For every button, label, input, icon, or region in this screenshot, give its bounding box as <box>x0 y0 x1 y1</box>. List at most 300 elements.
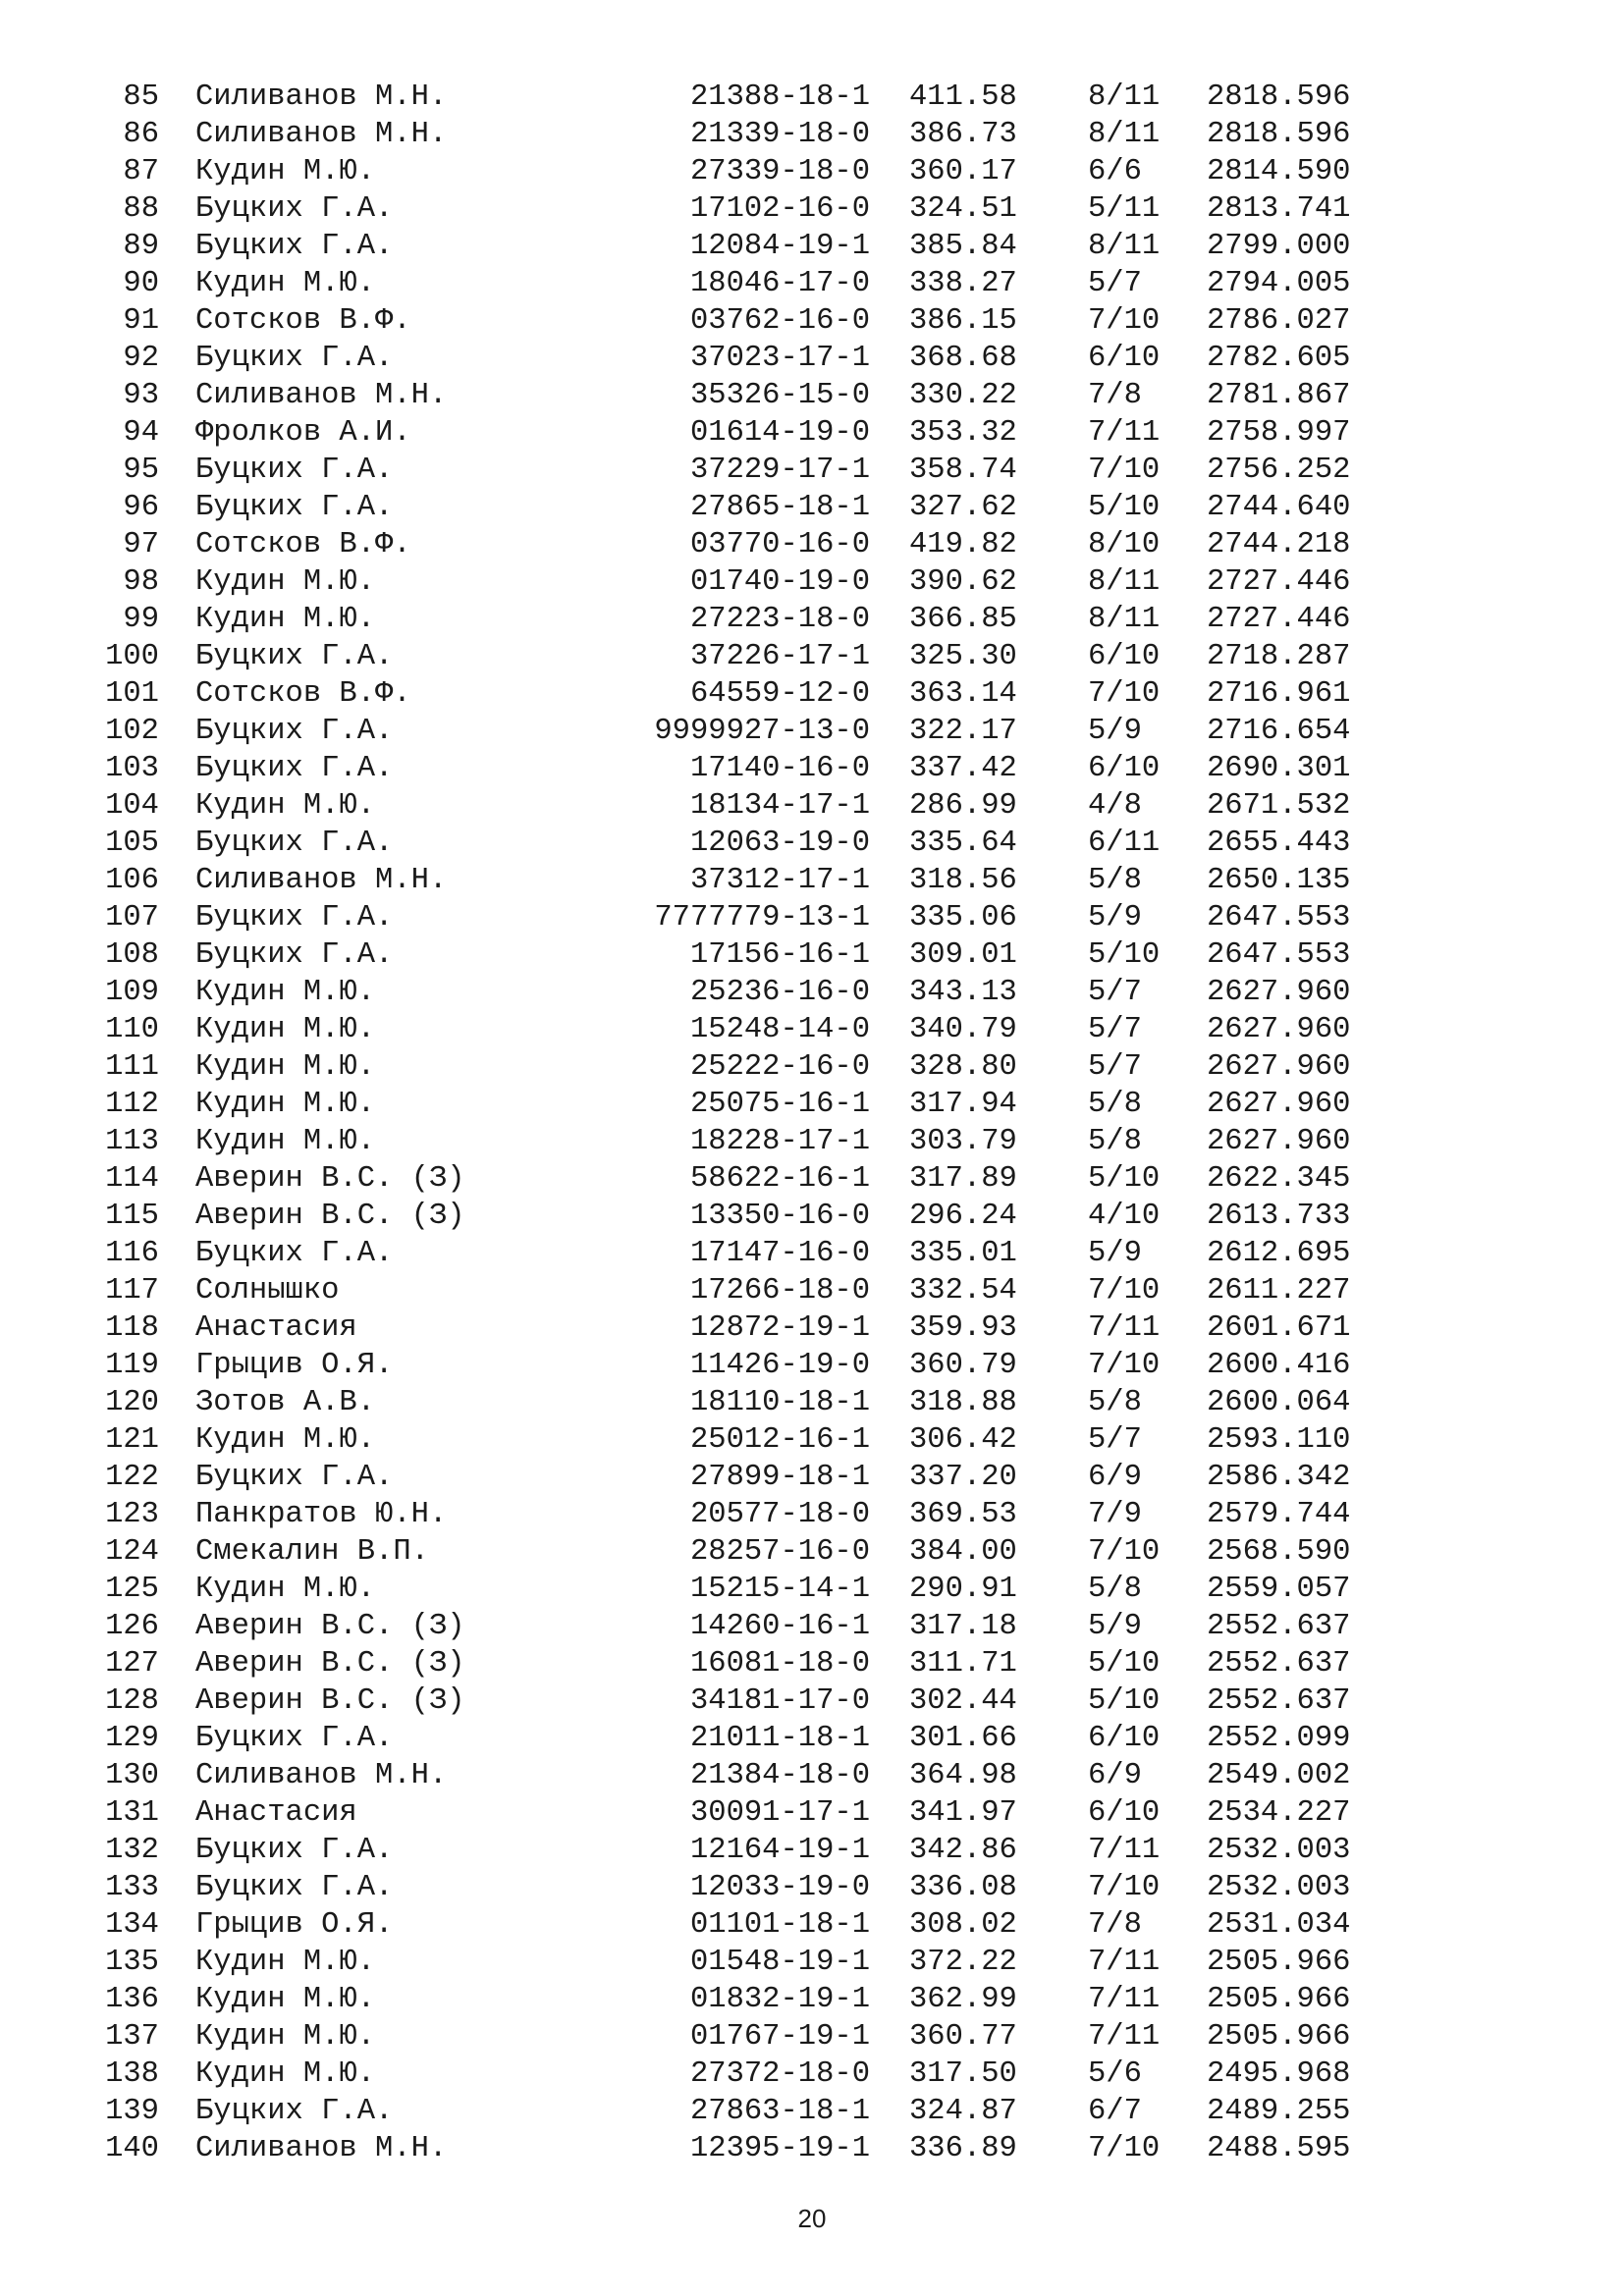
player-name: Грыцив О.Я. <box>195 1349 394 1382</box>
record-fraction: 5/8 <box>1088 1386 1142 1419</box>
record-code: 37312-17-1 <box>689 864 870 897</box>
record-fraction: 8/11 <box>1088 230 1161 263</box>
row-number: 108 <box>105 938 159 972</box>
record-code: 03770-16-0 <box>689 528 870 561</box>
row-number: 123 <box>105 1498 159 1531</box>
row-number: 103 <box>105 752 159 785</box>
record-score: 2611.227 <box>1207 1274 1351 1308</box>
record-code: 37226-17-1 <box>689 640 870 673</box>
record-code: 15215-14-1 <box>689 1573 870 1606</box>
record-value: 363.14 <box>909 677 1017 711</box>
record-value: 384.00 <box>909 1535 1017 1569</box>
record-score: 2716.961 <box>1207 677 1351 711</box>
table-row <box>94 2056 1390 2093</box>
table-row <box>94 1048 1390 1086</box>
player-name: Силиванов М.Н. <box>195 1759 448 1792</box>
record-value: 335.01 <box>909 1237 1017 1270</box>
record-fraction: 6/10 <box>1088 640 1161 673</box>
record-score: 2627.960 <box>1207 1088 1351 1121</box>
table-row <box>94 1123 1390 1160</box>
player-name: Буцких Г.А. <box>195 342 394 375</box>
record-code: 27863-18-1 <box>689 2095 870 2128</box>
player-name: Кудин М.Ю. <box>195 1983 376 2016</box>
record-score: 2814.590 <box>1207 155 1351 188</box>
table-row <box>94 563 1390 601</box>
record-value: 332.54 <box>909 1274 1017 1308</box>
player-name: Кудин М.Ю. <box>195 1050 376 1084</box>
record-value: 368.68 <box>909 342 1017 375</box>
record-score: 2568.590 <box>1207 1535 1351 1569</box>
record-value: 335.06 <box>909 901 1017 934</box>
record-score: 2612.695 <box>1207 1237 1351 1270</box>
record-code: 12164-19-1 <box>689 1834 870 1867</box>
player-name: Сотсков В.Ф. <box>195 528 411 561</box>
player-name: Силиванов М.Н. <box>195 118 448 151</box>
record-fraction: 6/7 <box>1088 2095 1142 2128</box>
record-value: 311.71 <box>909 1647 1017 1681</box>
record-score: 2559.057 <box>1207 1573 1351 1606</box>
record-score: 2786.027 <box>1207 304 1351 338</box>
player-name: Грыцив О.Я. <box>195 1908 394 1942</box>
record-code: 9999927-13-0 <box>654 715 870 748</box>
record-value: 335.64 <box>909 827 1017 860</box>
record-code: 28257-16-0 <box>689 1535 870 1569</box>
table-row <box>94 1571 1390 1608</box>
record-code: 03762-16-0 <box>689 304 870 338</box>
row-number: 129 <box>105 1722 159 1755</box>
record-code: 27899-18-1 <box>689 1461 870 1494</box>
table-row <box>94 1682 1390 1720</box>
record-value: 358.74 <box>909 454 1017 487</box>
record-code: 37229-17-1 <box>689 454 870 487</box>
record-value: 343.13 <box>909 976 1017 1009</box>
record-code: 37023-17-1 <box>689 342 870 375</box>
record-fraction: 6/10 <box>1088 1722 1161 1755</box>
record-fraction: 7/10 <box>1088 677 1161 711</box>
player-name: Буцких Г.А. <box>195 938 394 972</box>
record-score: 2488.595 <box>1207 2132 1351 2165</box>
player-name: Аверин В.С. (З) <box>195 1610 465 1643</box>
record-value: 390.62 <box>909 565 1017 599</box>
record-score: 2600.416 <box>1207 1349 1351 1382</box>
row-number: 92 <box>123 342 159 375</box>
record-fraction: 6/6 <box>1088 155 1142 188</box>
record-value: 336.89 <box>909 2132 1017 2165</box>
record-code: 27865-18-1 <box>689 491 870 524</box>
record-fraction: 5/8 <box>1088 1125 1142 1158</box>
record-value: 322.17 <box>909 715 1017 748</box>
table-row <box>94 1011 1390 1048</box>
record-value: 318.88 <box>909 1386 1017 1419</box>
row-number: 115 <box>105 1200 159 1233</box>
record-fraction: 7/10 <box>1088 1349 1161 1382</box>
table-row <box>94 601 1390 638</box>
table-row <box>94 2093 1390 2130</box>
record-code: 21384-18-0 <box>689 1759 870 1792</box>
row-number: 106 <box>105 864 159 897</box>
player-name: Буцких Г.А. <box>195 491 394 524</box>
record-fraction: 8/11 <box>1088 118 1161 151</box>
row-number: 104 <box>105 789 159 823</box>
player-name: Зотов А.В. <box>195 1386 376 1419</box>
record-code: 25012-16-1 <box>689 1423 870 1457</box>
record-score: 2600.064 <box>1207 1386 1351 1419</box>
record-value: 325.30 <box>909 640 1017 673</box>
row-number: 98 <box>123 565 159 599</box>
record-fraction: 7/10 <box>1088 1871 1161 1904</box>
player-name: Буцких Г.А. <box>195 1871 394 1904</box>
record-score: 2552.637 <box>1207 1610 1351 1643</box>
record-fraction: 8/11 <box>1088 603 1161 636</box>
record-fraction: 4/8 <box>1088 789 1142 823</box>
player-name: Смекалин В.П. <box>195 1535 429 1569</box>
record-code: 18046-17-0 <box>689 267 870 300</box>
record-value: 360.77 <box>909 2020 1017 2054</box>
record-fraction: 5/9 <box>1088 1610 1142 1643</box>
record-score: 2549.002 <box>1207 1759 1351 1792</box>
row-number: 85 <box>123 80 159 114</box>
table-row <box>94 2130 1390 2167</box>
record-value: 359.93 <box>909 1311 1017 1345</box>
table-row <box>94 1421 1390 1459</box>
record-fraction: 5/7 <box>1088 1013 1142 1046</box>
player-name: Кудин М.Ю. <box>195 1946 376 1979</box>
record-code: 30091-17-1 <box>689 1796 870 1830</box>
player-name: Анастасия <box>195 1311 357 1345</box>
player-name: Кудин М.Ю. <box>195 1423 376 1457</box>
player-name: Анастасия <box>195 1796 357 1830</box>
table-row <box>94 1309 1390 1347</box>
record-score: 2593.110 <box>1207 1423 1351 1457</box>
record-value: 342.86 <box>909 1834 1017 1867</box>
record-code: 21011-18-1 <box>689 1722 870 1755</box>
player-name: Силиванов М.Н. <box>195 379 448 412</box>
record-value: 340.79 <box>909 1013 1017 1046</box>
record-fraction: 7/11 <box>1088 1983 1161 2016</box>
player-name: Кудин М.Ю. <box>195 565 376 599</box>
row-number: 128 <box>105 1684 159 1718</box>
table-row <box>94 1832 1390 1869</box>
player-name: Кудин М.Ю. <box>195 2020 376 2054</box>
record-fraction: 8/11 <box>1088 565 1161 599</box>
row-number: 114 <box>105 1162 159 1196</box>
record-score: 2534.227 <box>1207 1796 1351 1830</box>
row-number: 140 <box>105 2132 159 2165</box>
player-name: Кудин М.Ю. <box>195 2057 376 2091</box>
record-score: 2627.960 <box>1207 1050 1351 1084</box>
table-row <box>94 1608 1390 1645</box>
record-score: 2552.637 <box>1207 1647 1351 1681</box>
record-fraction: 7/10 <box>1088 1274 1161 1308</box>
record-score: 2690.301 <box>1207 752 1351 785</box>
record-fraction: 6/10 <box>1088 342 1161 375</box>
record-value: 308.02 <box>909 1908 1017 1942</box>
record-score: 2531.034 <box>1207 1908 1351 1942</box>
record-fraction: 5/10 <box>1088 1647 1161 1681</box>
record-code: 27223-18-0 <box>689 603 870 636</box>
record-fraction: 5/10 <box>1088 938 1161 972</box>
row-number: 131 <box>105 1796 159 1830</box>
record-code: 17156-16-1 <box>689 938 870 972</box>
record-fraction: 7/11 <box>1088 416 1161 450</box>
record-code: 13350-16-0 <box>689 1200 870 1233</box>
record-code: 11426-19-0 <box>689 1349 870 1382</box>
row-number: 95 <box>123 454 159 487</box>
record-code: 17140-16-0 <box>689 752 870 785</box>
record-value: 362.99 <box>909 1983 1017 2016</box>
record-code: 25222-16-0 <box>689 1050 870 1084</box>
row-number: 132 <box>105 1834 159 1867</box>
record-value: 317.89 <box>909 1162 1017 1196</box>
record-value: 337.42 <box>909 752 1017 785</box>
record-fraction: 5/8 <box>1088 1573 1142 1606</box>
record-score: 2744.640 <box>1207 491 1351 524</box>
table-row <box>94 265 1390 302</box>
record-fraction: 7/11 <box>1088 1834 1161 1867</box>
record-score: 2622.345 <box>1207 1162 1351 1196</box>
record-code: 01548-19-1 <box>689 1946 870 1979</box>
record-score: 2718.287 <box>1207 640 1351 673</box>
row-number: 121 <box>105 1423 159 1457</box>
table-row <box>94 862 1390 899</box>
table-row <box>94 1944 1390 1981</box>
record-score: 2818.596 <box>1207 80 1351 114</box>
record-fraction: 7/10 <box>1088 304 1161 338</box>
row-number: 109 <box>105 976 159 1009</box>
table-row <box>94 1347 1390 1384</box>
record-code: 35326-15-0 <box>689 379 870 412</box>
record-code: 18228-17-1 <box>689 1125 870 1158</box>
record-fraction: 8/10 <box>1088 528 1161 561</box>
player-name: Буцких Г.А. <box>195 640 394 673</box>
table-row <box>94 899 1390 936</box>
record-score: 2758.997 <box>1207 416 1351 450</box>
player-name: Силиванов М.Н. <box>195 2132 448 2165</box>
row-number: 101 <box>105 677 159 711</box>
row-number: 112 <box>105 1088 159 1121</box>
record-value: 385.84 <box>909 230 1017 263</box>
player-name: Буцких Г.А. <box>195 1834 394 1867</box>
record-fraction: 6/9 <box>1088 1461 1142 1494</box>
record-fraction: 5/7 <box>1088 1050 1142 1084</box>
record-score: 2744.218 <box>1207 528 1351 561</box>
record-code: 16081-18-0 <box>689 1647 870 1681</box>
player-name: Буцких Г.А. <box>195 1237 394 1270</box>
record-code: 21388-18-1 <box>689 80 870 114</box>
table-row <box>94 1981 1390 2018</box>
row-number: 137 <box>105 2020 159 2054</box>
table-row <box>94 750 1390 787</box>
record-score: 2601.671 <box>1207 1311 1351 1345</box>
record-score: 2505.966 <box>1207 1983 1351 2016</box>
table-row <box>94 1757 1390 1794</box>
record-value: 338.27 <box>909 267 1017 300</box>
record-fraction: 5/11 <box>1088 192 1161 226</box>
player-name: Аверин В.С. (З) <box>195 1684 465 1718</box>
record-code: 01614-19-0 <box>689 416 870 450</box>
record-fraction: 6/9 <box>1088 1759 1142 1792</box>
record-fraction: 6/11 <box>1088 827 1161 860</box>
row-number: 116 <box>105 1237 159 1270</box>
player-name: Буцких Г.А. <box>195 454 394 487</box>
record-value: 386.15 <box>909 304 1017 338</box>
record-value: 419.82 <box>909 528 1017 561</box>
record-fraction: 5/7 <box>1088 976 1142 1009</box>
record-score: 2799.000 <box>1207 230 1351 263</box>
record-score: 2627.960 <box>1207 976 1351 1009</box>
row-number: 124 <box>105 1535 159 1569</box>
row-number: 113 <box>105 1125 159 1158</box>
record-value: 317.18 <box>909 1610 1017 1643</box>
player-name: Буцких Г.А. <box>195 752 394 785</box>
record-value: 317.50 <box>909 2057 1017 2091</box>
record-score: 2727.446 <box>1207 603 1351 636</box>
table-row <box>94 713 1390 750</box>
record-code: 20577-18-0 <box>689 1498 870 1531</box>
results-table <box>94 79 1390 2167</box>
record-fraction: 4/10 <box>1088 1200 1161 1233</box>
record-value: 360.79 <box>909 1349 1017 1382</box>
player-name: Кудин М.Ю. <box>195 789 376 823</box>
row-number: 119 <box>105 1349 159 1382</box>
record-value: 303.79 <box>909 1125 1017 1158</box>
table-row <box>94 377 1390 414</box>
record-code: 18110-18-1 <box>689 1386 870 1419</box>
player-name: Буцких Г.А. <box>195 230 394 263</box>
table-row <box>94 302 1390 340</box>
row-number: 105 <box>105 827 159 860</box>
record-score: 2627.960 <box>1207 1013 1351 1046</box>
record-score: 2552.099 <box>1207 1722 1351 1755</box>
table-row <box>94 414 1390 452</box>
record-score: 2794.005 <box>1207 267 1351 300</box>
record-value: 306.42 <box>909 1423 1017 1457</box>
table-row <box>94 2018 1390 2056</box>
table-row <box>94 787 1390 825</box>
table-row <box>94 1906 1390 1944</box>
record-fraction: 6/10 <box>1088 1796 1161 1830</box>
row-number: 138 <box>105 2057 159 2091</box>
table-row <box>94 1645 1390 1682</box>
record-fraction: 7/11 <box>1088 1311 1161 1345</box>
player-name: Буцких Г.А. <box>195 192 394 226</box>
record-code: 12395-19-1 <box>689 2132 870 2165</box>
record-fraction: 7/11 <box>1088 1946 1161 1979</box>
record-score: 2716.654 <box>1207 715 1351 748</box>
table-row <box>94 1459 1390 1496</box>
record-value: 317.94 <box>909 1088 1017 1121</box>
record-value: 290.91 <box>909 1573 1017 1606</box>
row-number: 126 <box>105 1610 159 1643</box>
player-name: Сотсков В.Ф. <box>195 304 411 338</box>
record-score: 2727.446 <box>1207 565 1351 599</box>
row-number: 130 <box>105 1759 159 1792</box>
player-name: Буцких Г.А. <box>195 827 394 860</box>
player-name: Буцких Г.А. <box>195 2095 394 2128</box>
record-value: 369.53 <box>909 1498 1017 1531</box>
record-code: 58622-16-1 <box>689 1162 870 1196</box>
record-score: 2552.637 <box>1207 1684 1351 1718</box>
table-row <box>94 228 1390 265</box>
record-code: 01832-19-1 <box>689 1983 870 2016</box>
row-number: 100 <box>105 640 159 673</box>
table-row <box>94 1533 1390 1571</box>
record-value: 364.98 <box>909 1759 1017 1792</box>
row-number: 91 <box>123 304 159 338</box>
record-fraction: 7/8 <box>1088 1908 1142 1942</box>
record-score: 2532.003 <box>1207 1834 1351 1867</box>
player-name: Аверин В.С. (З) <box>195 1647 465 1681</box>
row-number: 89 <box>123 230 159 263</box>
row-number: 135 <box>105 1946 159 1979</box>
record-value: 366.85 <box>909 603 1017 636</box>
player-name: Силиванов М.Н. <box>195 864 448 897</box>
record-code: 12084-19-1 <box>689 230 870 263</box>
record-fraction: 5/8 <box>1088 864 1142 897</box>
record-code: 7777779-13-1 <box>654 901 870 934</box>
record-value: 309.01 <box>909 938 1017 972</box>
record-fraction: 7/10 <box>1088 1535 1161 1569</box>
row-number: 110 <box>105 1013 159 1046</box>
record-fraction: 5/9 <box>1088 1237 1142 1270</box>
table-row <box>94 1160 1390 1198</box>
record-value: 330.22 <box>909 379 1017 412</box>
row-number: 86 <box>123 118 159 151</box>
table-row <box>94 1086 1390 1123</box>
table-row <box>94 675 1390 713</box>
row-number: 118 <box>105 1311 159 1345</box>
table-row <box>94 1198 1390 1235</box>
record-code: 17147-16-0 <box>689 1237 870 1270</box>
record-score: 2627.960 <box>1207 1125 1351 1158</box>
record-value: 327.62 <box>909 491 1017 524</box>
player-name: Буцких Г.А. <box>195 1461 394 1494</box>
row-number: 99 <box>123 603 159 636</box>
record-value: 324.51 <box>909 192 1017 226</box>
record-code: 12872-19-1 <box>689 1311 870 1345</box>
player-name: Панкратов Ю.Н. <box>195 1498 448 1531</box>
record-score: 2756.252 <box>1207 454 1351 487</box>
record-value: 318.56 <box>909 864 1017 897</box>
row-number: 94 <box>123 416 159 450</box>
row-number: 122 <box>105 1461 159 1494</box>
record-fraction: 8/11 <box>1088 80 1161 114</box>
table-row <box>94 638 1390 675</box>
row-number: 134 <box>105 1908 159 1942</box>
record-score: 2655.443 <box>1207 827 1351 860</box>
row-number: 102 <box>105 715 159 748</box>
player-name: Буцких Г.А. <box>195 901 394 934</box>
table-row <box>94 153 1390 190</box>
record-code: 17102-16-0 <box>689 192 870 226</box>
table-row <box>94 1496 1390 1533</box>
record-value: 372.22 <box>909 1946 1017 1979</box>
record-score: 2613.733 <box>1207 1200 1351 1233</box>
row-number: 96 <box>123 491 159 524</box>
record-code: 17266-18-0 <box>689 1274 870 1308</box>
record-fraction: 5/7 <box>1088 267 1142 300</box>
row-number: 133 <box>105 1871 159 1904</box>
player-name: Кудин М.Ю. <box>195 1088 376 1121</box>
record-value: 360.17 <box>909 155 1017 188</box>
record-code: 25075-16-1 <box>689 1088 870 1121</box>
record-value: 286.99 <box>909 789 1017 823</box>
player-name: Буцких Г.А. <box>195 1722 394 1755</box>
record-code: 21339-18-0 <box>689 118 870 151</box>
record-score: 2489.255 <box>1207 2095 1351 2128</box>
table-row <box>94 1384 1390 1421</box>
record-fraction: 7/10 <box>1088 454 1161 487</box>
